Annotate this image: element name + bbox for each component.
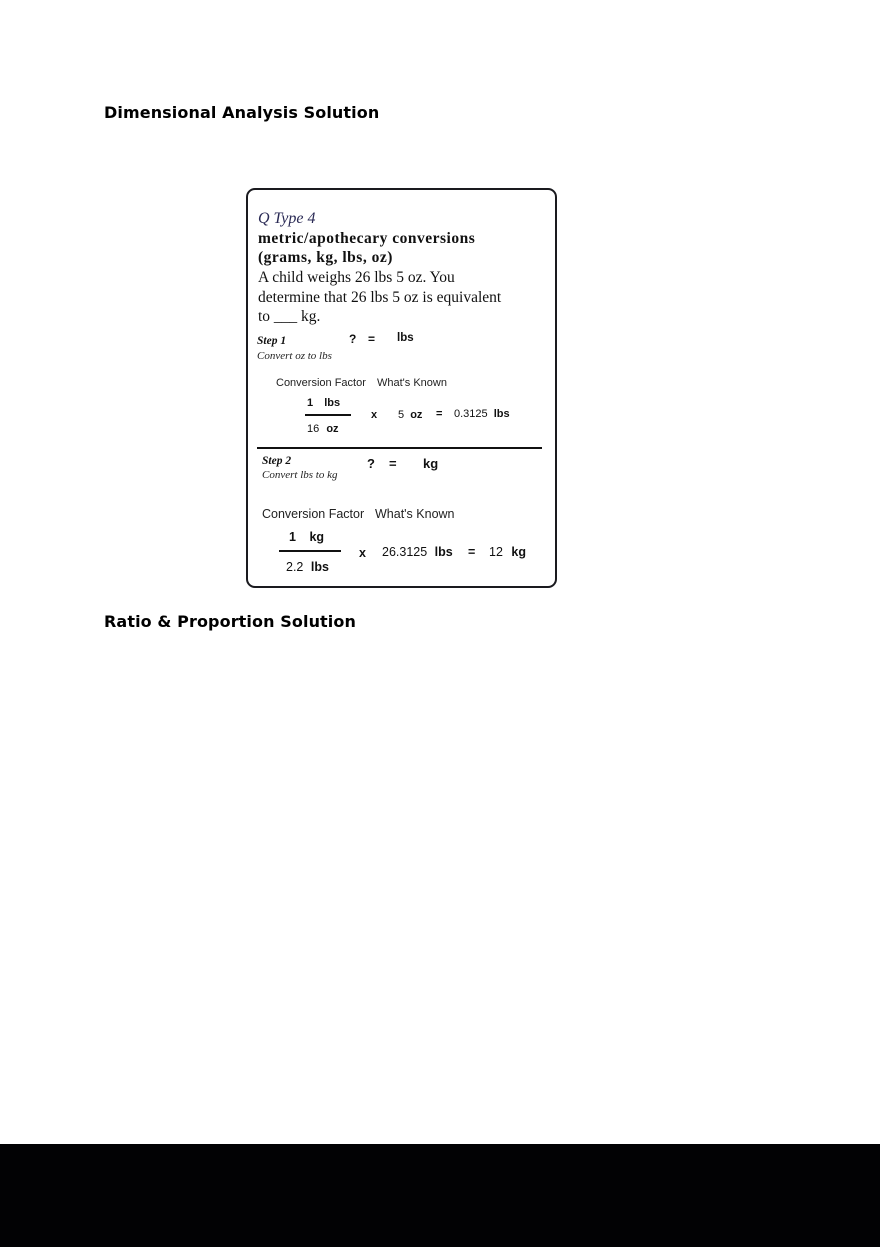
step2-denominator — [286, 560, 329, 574]
step1-known-value: 5 — [398, 409, 405, 421]
step1-equals: = — [368, 332, 376, 346]
step2-numerator-unit: kg — [309, 530, 325, 544]
step1-fraction-bar — [305, 414, 351, 416]
step2-result — [489, 545, 526, 559]
step2-multiply-sign: x — [359, 546, 366, 560]
step1-label: Step 1 — [257, 335, 287, 347]
step1-description: Convert oz to lbs — [257, 350, 332, 362]
step1-numerator — [307, 397, 340, 409]
step2-label: Step 2 — [262, 455, 292, 467]
step2-numerator-value: 1 — [289, 530, 296, 544]
step1-numerator-unit: lbs — [324, 397, 341, 409]
step1-known-unit: oz — [410, 409, 423, 421]
question-body-line2: determine that 26 lbs 5 oz is equivalent — [258, 288, 502, 306]
step1-multiply-sign: x — [371, 409, 378, 421]
step2-whats-known-header: What's Known — [375, 507, 455, 521]
question-title-line2: (grams, kg, lbs, oz) — [258, 249, 393, 266]
step1-numerator-value: 1 — [307, 397, 314, 409]
step2-numerator — [289, 530, 324, 544]
question-body-line3: to ___ kg. — [258, 308, 321, 325]
step2-known-unit: lbs — [434, 545, 453, 559]
step1-target-unit: lbs — [397, 332, 414, 344]
step2-fraction-bar — [279, 550, 341, 552]
step1-denominator-value: 16 — [307, 423, 320, 435]
step2-conversion-factor-header: Conversion Factor — [262, 507, 365, 521]
step2-result-unit: kg — [511, 545, 526, 559]
step1-question-mark: ? — [349, 332, 357, 346]
step2-known — [382, 545, 453, 559]
question-body — [258, 268, 501, 327]
step1-result — [454, 408, 510, 420]
step1-denominator — [307, 423, 339, 435]
step2-result-equals: = — [468, 545, 476, 559]
step2-description: Convert lbs to kg — [262, 469, 338, 481]
question-title-line1: metric/apothecary conversions — [258, 230, 476, 247]
conversion-example-figure — [246, 188, 557, 588]
step1-known — [398, 409, 422, 421]
question-body-line1: A child weighs 26 lbs 5 oz. You — [258, 269, 455, 286]
bottom-black-bar — [0, 1144, 880, 1247]
step2-result-value: 12 — [489, 545, 503, 559]
step2-denominator-value: 2.2 — [286, 560, 304, 574]
step2-target-unit: kg — [423, 456, 439, 471]
ratio-proportion-heading: Ratio & Proportion Solution — [104, 612, 356, 631]
step2-question-mark: ? — [367, 456, 375, 471]
step1-conversion-factor-header: Conversion Factor — [276, 377, 366, 389]
question-type-label: Q Type 4 — [258, 210, 316, 227]
dimensional-analysis-heading: Dimensional Analysis Solution — [104, 103, 380, 122]
step2-denominator-unit: lbs — [310, 560, 329, 574]
step-divider — [257, 447, 542, 449]
question-title — [258, 229, 475, 267]
step1-result-unit: lbs — [493, 408, 510, 420]
step1-denominator-unit: oz — [326, 423, 339, 435]
step2-equals: = — [389, 456, 397, 471]
step1-result-value: 0.3125 — [454, 408, 488, 420]
step1-whats-known-header: What's Known — [377, 377, 447, 389]
step2-known-value: 26.3125 — [382, 545, 428, 559]
step1-result-equals: = — [436, 408, 443, 420]
